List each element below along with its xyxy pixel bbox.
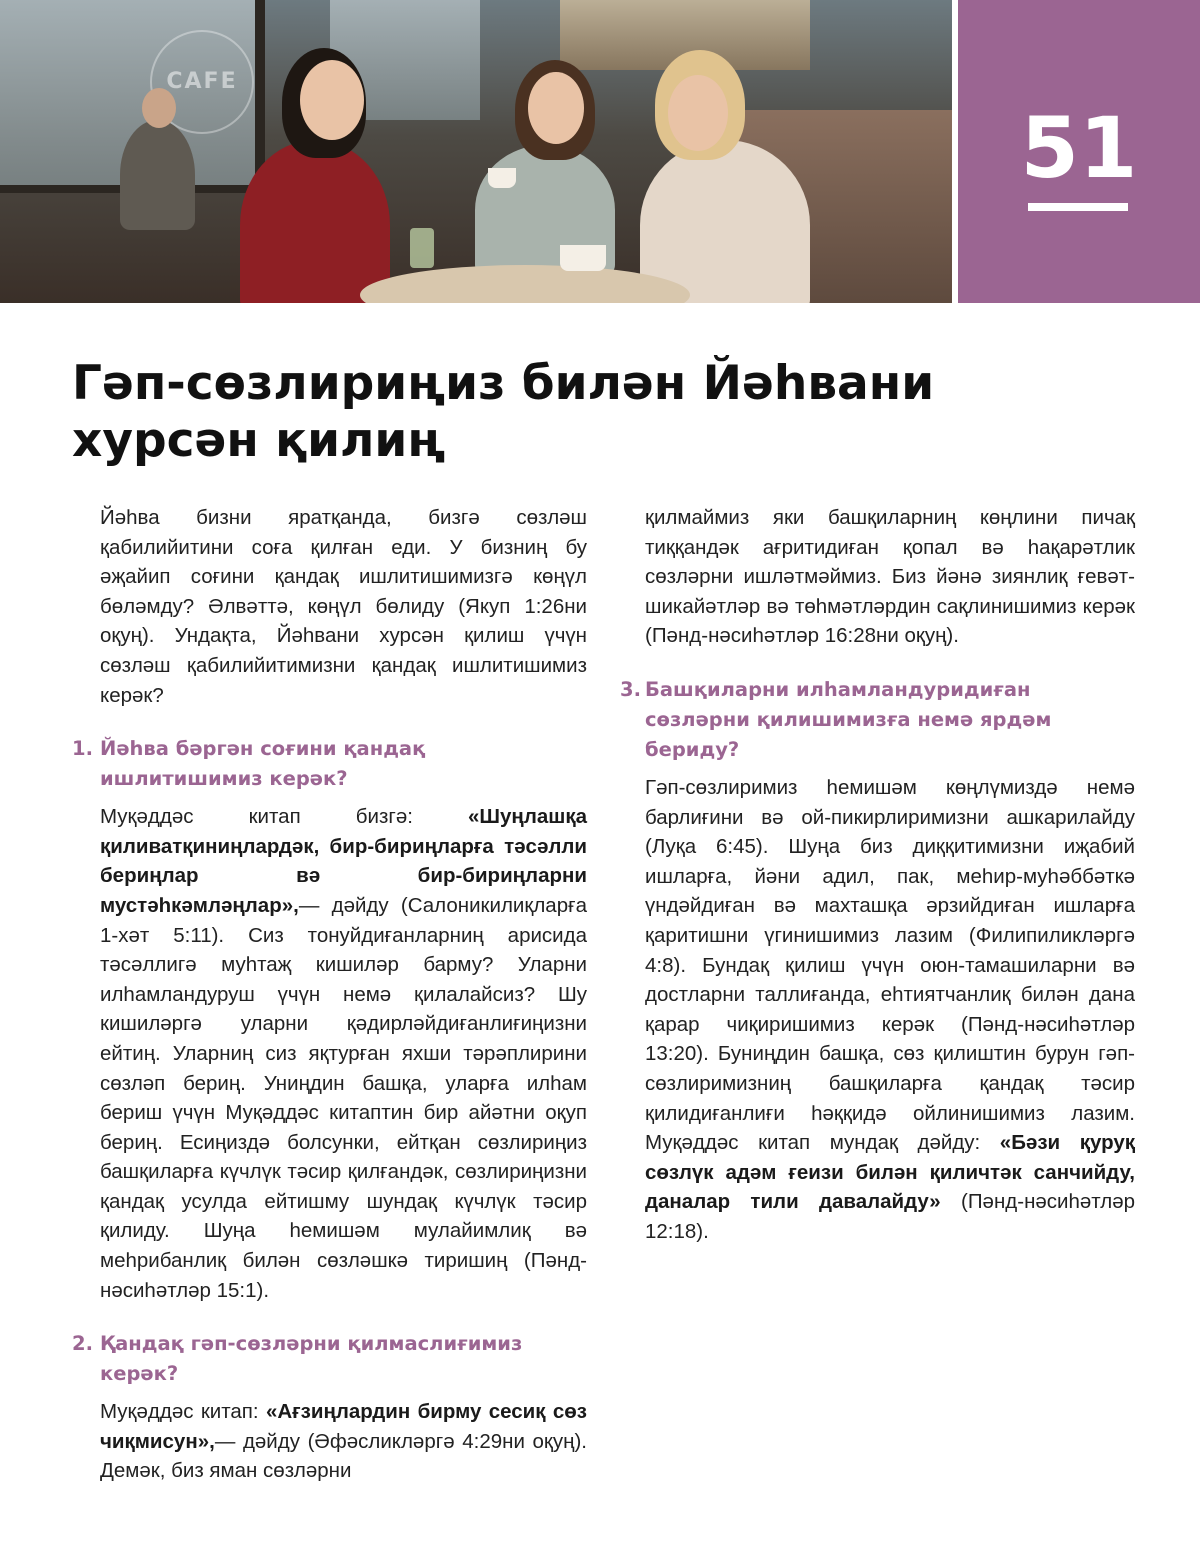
scripture-quote: «Ағзиңлардин бирму сесиқ сөз чиқмисун», bbox=[100, 1400, 587, 1453]
background-person bbox=[120, 120, 195, 230]
paragraph-text: Муқәддәс китап: bbox=[100, 1400, 266, 1424]
chapter-underline bbox=[1028, 203, 1128, 211]
section-question: Йәһва бәргән соғини қандақ ишлитишимиз керәк? bbox=[100, 737, 426, 791]
scripture-quote: «Бәзи қуруқ сөзлүк адәм ғеизи билән қиличтәк санчийду, даналар тили давалайду» bbox=[645, 1131, 1135, 1214]
title-line-1: Гәп-сөзлириңиз билән Йәһвани bbox=[72, 356, 935, 411]
section-3-heading bbox=[620, 675, 1135, 765]
section-number: 2. bbox=[72, 1332, 93, 1356]
paragraph-text: — дәйду (Әфәсликләргә 4:29ни оқуң). Демәк, биз яман сөзләрни bbox=[100, 1429, 587, 1483]
intro-paragraph: Йәһва бизни яратқанда, бизгә сөзләш қабилийитини соға қилған еди. У бизниң бу әҗайип соғини қандақ ишлитишимизгә көңүл бөләмду? Әлвәттә, көңүл бөлиду (Якуп 1:26ни оқуң). Ундақта, Йәһвани хурсән қилиш үчүн сөзләш қабилийитимизни қандақ ишлитишимиз керәк? bbox=[100, 506, 587, 707]
paragraph-text: (Пәнд-нәсиһәтләр 12:18). bbox=[645, 1190, 1135, 1243]
left-column bbox=[72, 503, 587, 1486]
section-number: 3. bbox=[620, 677, 641, 701]
section-3-paragraph bbox=[645, 773, 1135, 1247]
section-1-heading bbox=[72, 734, 587, 794]
woman-face bbox=[300, 60, 364, 140]
right-column bbox=[620, 503, 1135, 1246]
section-number: 1. bbox=[72, 737, 93, 761]
coffee-cup bbox=[560, 245, 606, 271]
paragraph-text: — дәйду (Салоникилиқларға 1-хәт 5:11). Сиз тонуйдиғанларниң арисида тәсәллигә муһтаҗ кишиләр барму? Уларни илһамландуруш үчүн немә қилалайсиз? Шу кишиләргә уларни қәдирләйдиғанлиғиңизни ейтиң. Уларниң сиз яқтурған яхши тәрәплирини сөзләп бериң. Униңдин башқа, уларға илһам бериш үчүн Муқәддәс китаптин бир айәтни оқуп бериң. Есиңиздә болсунки, ейтқан сөзлириңиз башқиларға күчлүк тәсир қилғандәк, сөзлириңизни қандақ усулда ейтишму шундақ күчлүк тәсир қилиду. Шуңа һемишәм мулайимлиқ вә меһрибанлиқ билән сөзләшкә тиришиң (Пәнд-нәсиһәтләр 15:1). bbox=[100, 893, 587, 1302]
glass-jar bbox=[410, 228, 434, 268]
coffee-cup bbox=[488, 168, 516, 188]
section-2-paragraph bbox=[100, 1397, 587, 1486]
scripture-quote: «Шуңлашқа қиливатқиниңлардәк, бир-бириңларға тәсәлли бериңлар вә бир-бириңларни мустәһкәмләңлар», bbox=[100, 805, 587, 917]
header-photo bbox=[0, 0, 952, 303]
section-question: Қандақ гәп-сөзләрни қилмаслиғимиз керәк? bbox=[100, 1332, 523, 1386]
cafe-sign: CAFE bbox=[150, 30, 254, 134]
woman-face bbox=[528, 72, 584, 144]
title-line-2: хурсән қилиң bbox=[72, 413, 446, 468]
section-1-paragraph bbox=[100, 802, 587, 1305]
woman-red-sweater bbox=[240, 140, 390, 303]
section-2-heading bbox=[72, 1329, 587, 1389]
chapter-number-box bbox=[958, 0, 1200, 303]
section-2-continuation: қилмаймиз яки башқиларниң көңлини пичақ тиққандәк ағритидиған қопал вә һақарәтлик сөзләрни ишләтмәймиз. Биз йәнә зиянлиқ ғевәт-шикайәтләр вә төһмәтләрдин сақлинишимиз керәк (Пәнд-нәсиһәтләр 16:28ни оқуң). bbox=[645, 506, 1135, 648]
woman-face bbox=[668, 75, 728, 151]
page-title bbox=[72, 355, 952, 469]
section-question: Башқиларни илһамландуридиған сөзләрни қилишимизға немә ярдәм бериду? bbox=[645, 677, 1052, 761]
chapter-number: 51 bbox=[1020, 99, 1138, 197]
background-person-head bbox=[142, 88, 176, 128]
paragraph-text: Гәп-сөзлиримиз һемишәм көңлүмиздә немә барлиғини вә ой-пикирлиримизни ашкарилайду (Луқа 6:45). Шуңа биз диққитимизни иҗабий ишларға, йәни адил, пак, меһир-муһәббәткә үндәйдиған вә махташқа әрзийдиған ишларға қаритишни үгинишимиз лазим (Филипиликләргә 4:8). Бундақ қилиш үчүн оюн-тамашиларни вә достларни таллиғанда, еһтиятчанлиқ билән дана қарар чиқиришимиз керәк (Пәнд-нәсиһәтләр 13:20). Буниңдин башқа, сөз қилиштин бурун гәп-сөзлиримизниң башқиларға қандақ тәсир қилидиғанлиғи һәққидә ойлинишимиз лазим. Муқәддәс китап мундақ дәйду: bbox=[645, 775, 1135, 1155]
paragraph-text: Муқәддәс китап бизгә: bbox=[100, 805, 469, 829]
